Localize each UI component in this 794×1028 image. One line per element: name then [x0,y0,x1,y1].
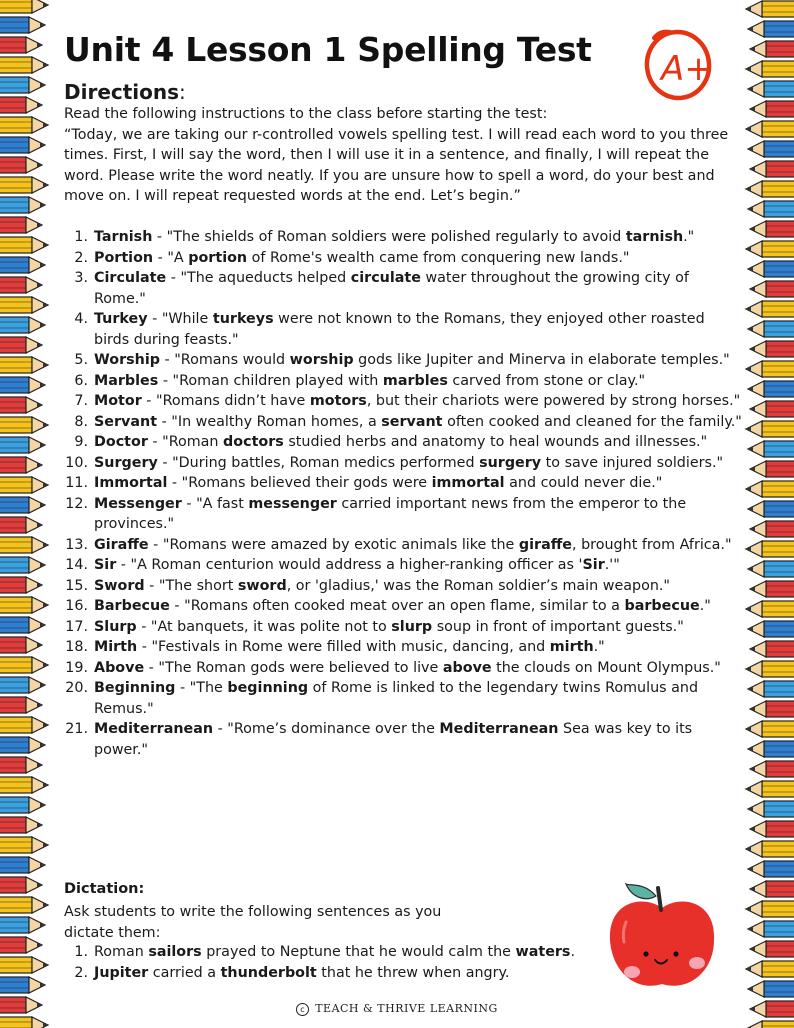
pencil-icon [0,554,49,576]
spelling-word: Above [94,659,145,676]
pencil-icon [0,814,46,836]
sentence-text: carried a [148,964,221,981]
word-separator: - [147,311,162,327]
sentence-text: "A [167,249,189,266]
pencil-icon [0,734,49,756]
pencil-icon [744,18,794,40]
sentence-text: "During battles, Roman medics performed [172,454,480,471]
sentence-text: , but their chariots were powered by strong horses." [366,393,741,409]
pencil-icon [744,138,794,160]
sentence-text: that he threw when angry. [316,964,510,981]
pencil-icon [0,214,46,236]
list-item [64,494,744,535]
sentence-text: "The short [158,577,238,594]
pencil-icon [0,714,52,736]
spelling-word: Slurp [94,618,137,635]
pencil-icon [0,934,46,956]
spelling-word: Sir [94,557,117,573]
pencil-icon [744,378,794,400]
word-separator: - [116,557,131,573]
item-number: 9. [74,434,88,450]
pencil-icon [744,918,794,940]
bold-word: waters [515,944,571,960]
bold-word: servant [381,413,443,430]
grade-text: A+ [661,49,713,89]
pencil-icon [0,474,52,496]
pencil-icon [0,314,49,336]
pencil-icon [0,34,46,56]
pencil-icon [742,778,794,800]
spelling-word: Beginning [94,680,176,696]
spelling-word: Worship [94,352,160,368]
pencil-icon [746,38,794,60]
sentence-text: water throughout the growing city of Rome." [94,270,689,307]
pencil-icon [0,774,52,796]
pencil-icon [744,738,794,760]
sentence-text: soup in front of important guests." [432,618,684,635]
item-number: 1. [74,944,88,960]
dictation-sentence-list [64,942,624,983]
list-item [64,637,744,658]
word-separator: - [167,475,182,491]
spelling-word: Turkey [94,311,148,327]
pencil-icon [742,658,794,680]
pencil-icon [746,278,794,300]
pencil-icon [0,894,52,916]
list-item [64,453,744,474]
bold-word: surgery [479,454,542,471]
pencil-icon [742,598,794,620]
sentence-text: ." [699,598,711,614]
sentence-text: were not known to the Romans, they enjoyed other roasted birds during feasts." [94,311,705,348]
pencil-icon [0,334,46,356]
sentence-text: .'" [604,557,620,573]
list-item [64,248,744,269]
bold-word: Jupiter [94,964,149,981]
pencil-icon [744,258,794,280]
pencil-icon [0,534,52,556]
pencil-icon [0,374,49,396]
pencil-icon [0,74,49,96]
sentence-text: "Festivals in Rome were filled with music, dancing, and [151,639,550,655]
word-separator: - [213,721,228,737]
item-number: 19. [65,659,88,676]
sentence-text: , brought from Africa." [572,536,732,553]
sentence-text: of Rome's wealth came from conquering new lands." [247,249,630,266]
pencil-icon [744,198,794,220]
sentence-text: Sea was key to its power." [94,721,693,758]
pencil-icon [0,454,46,476]
spelling-word: Surgery [94,454,158,471]
pencil-icon [0,794,49,816]
list-item [64,432,744,453]
pencil-icon [744,438,794,460]
sentence-text: often cooked and cleaned for the family." [442,413,742,430]
sentence-text: "At banquets, it was polite not to [150,618,392,635]
a-plus-circle-icon [640,22,716,108]
sentence-text: "A Roman centurion would address a higher-ranking officer as ' [130,557,583,573]
bold-word: Mediterranean [439,721,559,737]
sentence-text: prayed to Neptune that he would calm the [201,944,516,960]
dictation-intro: Ask students to write the following sentences as you dictate them: [64,904,442,941]
bold-word: worship [289,352,354,368]
pencil-icon [742,718,794,740]
bold-word: barbecue [624,598,700,614]
item-number: 3. [74,270,88,286]
pencil-icon [746,398,794,420]
word-separator: - [144,659,159,676]
pencil-icon [746,218,794,240]
sentence-text: gods like Jupiter and Minerva in elaborate temples." [353,352,730,368]
sentence-text: studied herbs and anatomy to heal wounds and illnesses." [283,434,708,450]
sentence-text: "Romans would [174,352,290,368]
sentence-text: , or 'gladius,' was the Roman soldier’s main weapon." [286,577,671,594]
pencil-icon [0,614,49,636]
item-number: 20. [65,680,88,696]
spelling-word: Servant [94,413,158,430]
pencil-icon [746,158,794,180]
list-item [64,678,744,719]
sentence-text: "A fast [196,495,249,512]
word-separator: - [175,680,190,696]
item-number: 12. [65,495,88,512]
bold-word: messenger [248,495,337,512]
sentence-text: carried important news from the emperor to the provinces." [94,495,687,532]
list-item [64,658,744,679]
item-number: 2. [74,249,88,266]
pencil-icon [742,58,794,80]
pencil-icon [744,678,794,700]
pencil-icon [746,698,794,720]
pencil-icon [0,594,52,616]
list-item [64,555,744,576]
list-item [64,617,744,638]
pencil-icon [744,858,794,880]
bold-word: tarnish [625,229,684,245]
pencil-icon [744,498,794,520]
pencil-icon [742,118,794,140]
sentence-text: ." [593,639,605,655]
pencil-icon [0,154,46,176]
directions-script: “Today, we are taking our r-controlled vowels spelling test. I will read each word to you three times. First, I will say the word, then I will use it in a sentence, and finally, I will repeat the word. Please write the word neatly. If you are unsure how to spell a word, do your best and move on. I will repeat requested words at the end. Let’s begin.” [64,126,729,204]
word-separator: - [158,372,173,389]
spelling-word: Tarnish [94,229,153,245]
pencil-icon [0,574,46,596]
pencil-icon [742,0,794,20]
item-number: 11. [65,475,88,491]
directions-intro-line: Read the following instructions to the class before starting the test: [64,106,548,122]
word-separator: - [157,413,172,430]
sentence-text: Roman [94,944,149,960]
pencil-icon [0,174,52,196]
spelling-word: Marbles [94,372,159,389]
sentence-text: "Romans were amazed by exotic animals like the [162,536,519,553]
word-separator: - [153,249,168,266]
pencil-icon [0,754,46,776]
sentence-text: "Roman [162,434,224,450]
sentence-text: "The shields of Roman soldiers were polished regularly to avoid [166,229,626,245]
pencil-icon [0,194,49,216]
spelling-word-list [64,227,744,760]
bold-word: above [442,659,492,676]
directions-heading [64,80,186,104]
spelling-word: Mediterranean [94,721,214,737]
smiling-apple-icon [602,880,722,999]
pencil-icon [746,878,794,900]
list-item [64,942,624,963]
pencil-icon [742,538,794,560]
pencil-icon [744,798,794,820]
sentence-text: of Rome is linked to the legendary twins Romulus and Remus." [94,680,699,717]
pencil-icon [742,838,794,860]
directions-heading-text: Directions [64,80,180,104]
bold-word: motors [309,393,367,409]
pencil-icon [0,54,52,76]
list-item [64,412,744,433]
pencil-icon [742,178,794,200]
pencil-icon [742,238,794,260]
spelling-word: Barbecue [94,598,170,614]
bold-word: beginning [227,680,309,696]
pencil-icon [0,434,49,456]
dictation-heading: Dictation: [64,881,145,897]
bold-word: portion [188,249,248,266]
pencil-icon [746,818,794,840]
pencil-icon [0,874,46,896]
pencil-icon [0,254,49,276]
pencil-icon [0,94,46,116]
pencil-icon [744,78,794,100]
spelling-word: Motor [94,393,142,409]
pencil-icon [0,134,49,156]
pencil-icon [0,14,49,36]
list-item [64,309,744,350]
pencil-icon [0,394,46,416]
pencil-icon [746,938,794,960]
spelling-word: Portion [94,249,154,266]
item-number: 18. [65,639,88,655]
word-separator: - [136,618,151,635]
sentence-text: "Romans didn’t have [156,393,310,409]
pencil-icon [742,418,794,440]
item-number: 8. [74,413,88,430]
item-number: 7. [74,393,88,409]
sentence-text: "The [189,680,228,696]
list-item [64,350,744,371]
pencil-icon [744,318,794,340]
pencil-icon [0,834,52,856]
word-separator: - [166,270,181,286]
pencil-icon [0,114,52,136]
pencil-icon [742,298,794,320]
spelling-word: Giraffe [94,536,149,553]
bold-word: immortal [431,475,505,491]
directions-heading-colon: : [179,80,186,104]
pencil-icon [0,674,49,696]
bold-word: circulate [350,270,421,286]
pencil-icon [746,338,794,360]
pencil-icon [0,234,52,256]
bold-word: giraffe [518,536,573,553]
pencil-icon [0,634,46,656]
spelling-word: Doctor [94,434,148,450]
word-separator: - [148,536,163,553]
pencil-border-left [0,0,52,1028]
pencil-icon [0,954,52,976]
pencil-icon [746,578,794,600]
sentence-text: ." [683,229,695,245]
pencil-icon [0,854,49,876]
bold-word: turkeys [212,311,274,327]
pencil-icon [0,294,52,316]
list-item [64,268,744,309]
page-title: Unit 4 Lesson 1 Spelling Test [64,30,592,69]
sentence-text: the clouds on Mount Olympus." [491,659,721,676]
list-item [64,391,744,412]
spelling-word: Mirth [94,639,138,655]
pencil-icon [742,478,794,500]
bold-word: mirth [549,639,594,655]
spelling-word: Sword [94,577,145,594]
list-item [64,473,744,494]
pencil-icon [744,558,794,580]
bold-word: slurp [391,618,433,635]
sentence-text: "The aqueducts helped [180,270,351,286]
sentence-text: "While [161,311,213,327]
sentence-text: "Romans believed their gods were [181,475,432,491]
sentence-text: "Rome’s dominance over the [227,721,440,737]
pencil-icon [746,98,794,120]
item-number: 16. [65,598,88,614]
list-item [64,596,744,617]
item-number: 17. [65,618,88,635]
sentence-text: carved from stone or clay." [447,372,646,389]
pencil-icon [0,354,52,376]
sentence-text: . [570,944,575,960]
bold-word: sailors [148,944,202,960]
pencil-icon [744,618,794,640]
sentence-text: "In wealthy Roman homes, a [171,413,382,430]
pencil-icon [742,898,794,920]
word-separator: - [159,352,175,368]
word-separator: - [169,598,185,614]
pencil-icon [742,358,794,380]
directions-body [64,104,744,207]
bold-word: thunderbolt [220,964,317,981]
item-number: 4. [74,311,88,327]
pencil-icon [0,654,52,676]
footer-brand: TEACH & THRIVE LEARNING [315,1002,498,1015]
pencil-icon [0,1014,52,1028]
list-item [64,227,744,248]
pencil-icon [0,974,49,996]
item-number: 5. [74,352,88,368]
bold-word: doctors [223,434,284,450]
pencil-icon [742,958,794,980]
pencil-icon [746,458,794,480]
sentence-text: "Roman children played with [172,372,383,389]
item-number: 14. [65,557,88,573]
pencil-icon [0,514,46,536]
list-item [64,535,744,556]
item-number: 21. [65,721,88,737]
item-number: 2. [74,964,88,981]
word-separator: - [152,229,167,245]
sentence-text: "Romans often cooked meat over an open flame, similar to a [184,598,625,614]
item-number: 6. [74,372,88,389]
list-item [64,719,744,760]
sentence-text: "The Roman gods were believed to live [158,659,443,676]
pencil-icon [746,518,794,540]
footer [0,1002,794,1016]
pencil-icon [744,978,794,1000]
item-number: 13. [65,536,88,553]
word-separator: - [137,639,152,655]
bold-word: sword [237,577,287,594]
pencil-icon [0,694,46,716]
word-separator: - [141,393,157,409]
pencil-icon [746,638,794,660]
word-separator: - [157,454,173,471]
pencil-icon [746,758,794,780]
spelling-word: Circulate [94,270,167,286]
pencil-icon [0,494,49,516]
item-number: 1. [74,229,88,245]
sentence-text: and could never die." [504,475,663,491]
copyright-icon: c [296,1003,309,1016]
sentence-text: to save injured soldiers." [541,454,724,471]
item-number: 15. [65,577,88,594]
word-separator: - [147,434,163,450]
spelling-word: Immortal [94,475,168,491]
pencil-icon [0,414,52,436]
pencil-border-right [742,0,794,1028]
pencil-icon [0,274,46,296]
word-separator: - [181,495,197,512]
item-number: 10. [65,454,88,471]
bold-word: marbles [382,372,448,389]
pencil-icon [0,914,49,936]
word-separator: - [144,577,159,594]
list-item [64,576,744,597]
bold-word: Sir [582,557,605,573]
pencil-icon [742,1018,794,1028]
spelling-word: Messenger [94,495,182,512]
list-item [64,371,744,392]
list-item [64,963,624,984]
